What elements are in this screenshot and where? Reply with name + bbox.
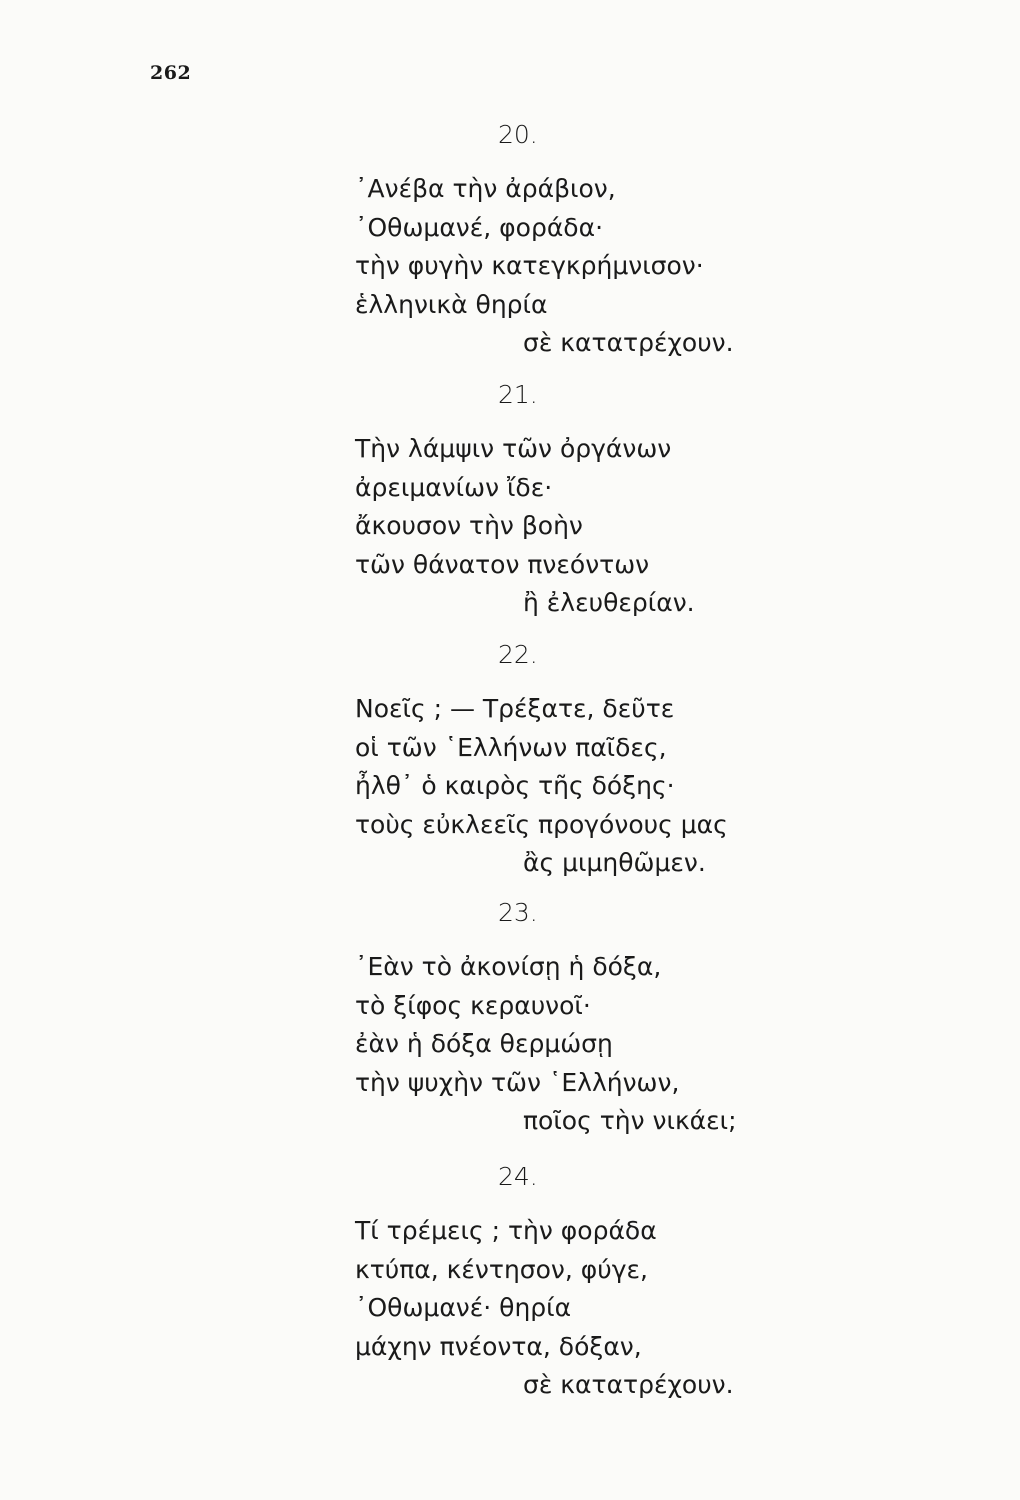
verse-line: Νοεῖς ; — Τρέξατε, δεῦτε — [355, 694, 675, 723]
stanza-number: 20. — [498, 120, 538, 149]
verse-line: τοὺς εὐκλεεῖς προγόνους μας — [355, 809, 728, 839]
verse-line: τὸ ξίφος κεραυνοῖ· — [355, 990, 591, 1020]
verse-line: τὴν φυγὴν κατεγκρήμνισον· — [355, 251, 704, 281]
verse-line: ἑλληνικὰ θηρία — [355, 289, 548, 319]
stanza-number: 22. — [498, 640, 538, 669]
stanza-lines — [355, 170, 734, 363]
stanza-lines — [355, 948, 737, 1141]
verse-line: τὴν ψυχὴν τῶν ῾Ελλήνων, — [355, 1067, 680, 1097]
stanza-number: 23. — [498, 898, 538, 927]
verse-line-indented: ἢ ἐλευθερίαν. — [523, 588, 695, 618]
verse-line: τῶν θάνατον πνεόντων — [355, 549, 650, 579]
stanza-number: 21. — [498, 380, 538, 409]
verse-line-indented: σὲ κατατρέχουν. — [523, 1370, 734, 1400]
verse-line: ᾿Ανέβα τὴν ἀράβιον, — [355, 174, 616, 203]
verse-line: ἦλθ᾿ ὁ καιρὸς τῆς δόξης· — [355, 771, 675, 801]
verse-line: ἐὰν ἡ δόξα θερμώσῃ — [355, 1029, 613, 1059]
verse-line: οἱ τῶν ῾Ελλήνων παῖδες, — [355, 732, 667, 762]
verse-line: μάχην πνέοντα, δόξαν, — [355, 1331, 642, 1361]
verse-line: ᾿Οθωμανέ· θηρία — [355, 1293, 572, 1323]
verse-line-indented: ποῖος τὴν νικάει; — [523, 1106, 737, 1136]
verse-line: ἄκουσον τὴν βοὴν — [355, 511, 583, 541]
stanza-lines — [355, 690, 728, 883]
verse-line-indented: ἂς μιμηθῶμεν. — [523, 848, 706, 878]
page-number: 262 — [150, 62, 192, 84]
verse-line: ᾿Οθωμανέ, φοράδα· — [355, 212, 604, 242]
stanza-lines — [355, 430, 695, 623]
verse-line: ᾿Εὰν τὸ ἀκονίσῃ ἡ δόξα, — [355, 952, 662, 981]
stanza-number: 24. — [498, 1162, 538, 1191]
verse-line: κτύπα, κέντησον, φύγε, — [355, 1254, 648, 1284]
verse-line-indented: σὲ κατατρέχουν. — [523, 328, 734, 358]
stanza-lines — [355, 1212, 734, 1405]
verse-line: Τί τρέμεις ; τὴν φοράδα — [355, 1216, 657, 1245]
verse-line: Τὴν λάμψιν τῶν ὀργάνων — [355, 434, 672, 463]
verse-line: ἀρειμανίων ἴδε· — [355, 472, 553, 502]
